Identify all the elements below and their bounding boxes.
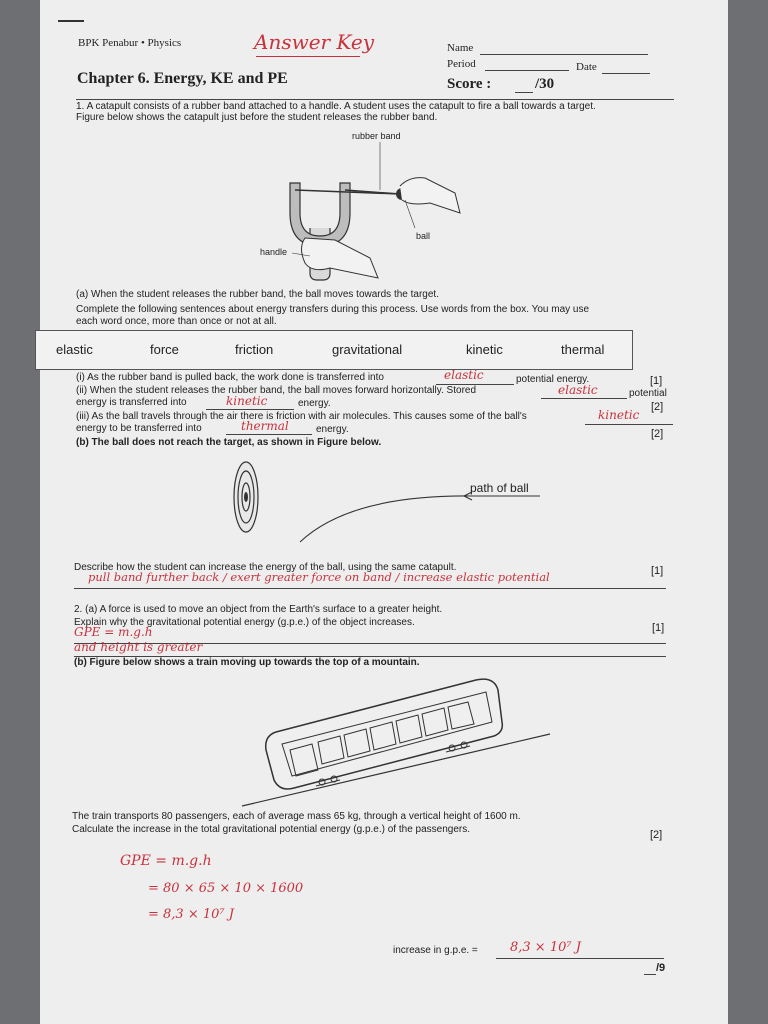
q1iii-answer2: thermal xyxy=(241,419,289,433)
q2b-result-answer: 8,3 × 10⁷ J xyxy=(510,940,581,955)
q1-intro-line2: Figure below shows the catapult just before the student releases the rubber band. xyxy=(76,112,438,123)
name-label: Name xyxy=(447,42,474,54)
q1iii-blank1 xyxy=(585,424,673,425)
q1ii-text: (ii) When the student releases the rubber band, the ball moves forward horizontally. Stored xyxy=(76,385,477,396)
header-rule xyxy=(76,99,674,100)
q2b-train-line2: Calculate the increase in the total gravitational potential energy (g.p.e.) of the passengers. xyxy=(72,824,471,835)
page-title: Chapter 6. Energy, KE and PE xyxy=(77,70,288,87)
q2a-mark: [1] xyxy=(652,622,665,634)
q1i-after: potential energy. xyxy=(516,374,590,385)
q1ii-blank1 xyxy=(541,398,627,399)
q1b-answer-line xyxy=(74,588,666,589)
answer-key-note: Answer Key xyxy=(254,30,374,54)
q2b-work-line1: GPE = m.g.h xyxy=(120,853,212,869)
q2a-answer2: and height is greater xyxy=(74,640,203,654)
q1iii-text2: energy to be transferred into xyxy=(76,423,202,434)
q2b-train-mark: [2] xyxy=(650,829,663,841)
word-friction: friction xyxy=(235,342,274,357)
catapult-figure xyxy=(250,128,490,288)
target-path-figure xyxy=(220,455,560,550)
word-kinetic: kinetic xyxy=(466,342,503,357)
q1i-text: (i) As the rubber band is pulled back, the work done is transferred into xyxy=(76,372,384,383)
q1ii-answer2: kinetic xyxy=(226,394,268,408)
label-handle: handle xyxy=(260,247,288,257)
q1iii-after2: energy. xyxy=(316,424,349,435)
q1ii-text2: energy is transferred into xyxy=(76,397,187,408)
q1ii-answer1: elastic xyxy=(558,383,598,397)
q2b-result-label: increase in g.p.e. = xyxy=(393,945,478,956)
page-score-blank xyxy=(644,974,656,975)
q2a-line2: Explain why the gravitational potential energy (g.p.e.) of the object increases. xyxy=(74,617,415,628)
name-line xyxy=(480,54,648,55)
q2b-work-line3: = 8,3 × 10⁷ J xyxy=(148,907,234,922)
train-figure xyxy=(236,672,556,812)
period-line xyxy=(485,70,569,71)
label-rubber-band: rubber band xyxy=(352,131,401,141)
score-total: /30 xyxy=(535,76,555,92)
q2a-line1: 2. (a) A force is used to move an object from the Earth's surface to a greater height. xyxy=(74,604,443,615)
q2b-text: (b) Figure below shows a train moving up towards the top of a mountain. xyxy=(74,657,420,668)
score-blank xyxy=(515,92,533,93)
school-name: BPK Penabur • Physics xyxy=(78,37,182,49)
q1ii-blank2 xyxy=(206,409,294,410)
q2b-result-line xyxy=(496,958,664,959)
q1iii-answer1: kinetic xyxy=(598,408,640,422)
q1a-line1: (a) When the student releases the rubber band, the ball moves towards the target. xyxy=(76,289,439,300)
q2b-train-line1: The train transports 80 passengers, each of average mass 65 kg, through a vertical height of 1600 m. xyxy=(72,811,521,822)
label-ball: ball xyxy=(416,231,431,241)
q1ii-after1: potential xyxy=(629,388,667,399)
q1iii-blank2 xyxy=(226,434,312,435)
period-label: Period xyxy=(447,58,476,70)
q1b-describe-answer: pull band further back / exert greater force on band / increase elastic potential xyxy=(88,570,550,584)
q1iii-text: (iii) As the ball travels through the air there is friction with air molecules. This causes some of the ball's xyxy=(76,411,527,422)
word-gravitational: gravitational xyxy=(332,342,403,357)
q1a-line3: each word once, more than once or not at all. xyxy=(76,316,277,327)
word-thermal: thermal xyxy=(561,342,605,357)
q2a-answer1: GPE = m.g.h xyxy=(74,625,153,639)
word-elastic: elastic xyxy=(56,342,93,357)
q2b-work-line2: = 80 × 65 × 10 × 1600 xyxy=(148,881,304,896)
date-label: Date xyxy=(576,61,597,73)
q1b-text: (b) The ball does not reach the target, as shown in Figure below. xyxy=(76,437,382,448)
score-label: Score : xyxy=(447,76,492,92)
answer-key-underline xyxy=(256,56,360,57)
q1iii-mark: [2] xyxy=(651,428,664,440)
word-box xyxy=(35,330,633,370)
q1i-mark: [1] xyxy=(650,375,663,387)
q1b-describe-mark: [1] xyxy=(651,565,664,577)
date-line xyxy=(602,73,650,74)
q1i-answer: elastic xyxy=(444,368,484,382)
q1ii-after2: energy. xyxy=(298,398,331,409)
label-path-of-ball: path of ball xyxy=(470,481,529,495)
word-force: force xyxy=(150,342,179,357)
q1-intro-line1: 1. A catapult consists of a rubber band attached to a handle. A student uses the catapult to fire a ball towards a target. xyxy=(76,101,596,112)
pen-mark xyxy=(58,20,84,22)
page-score: /9 xyxy=(656,962,666,974)
q1b-describe: Describe how the student can increase the energy of the ball, using the same catapult. xyxy=(74,562,457,573)
q1ii-mark: [2] xyxy=(651,401,664,413)
q1a-line2: Complete the following sentences about energy transfers during this process. Use words from the box. You may use xyxy=(76,304,590,315)
